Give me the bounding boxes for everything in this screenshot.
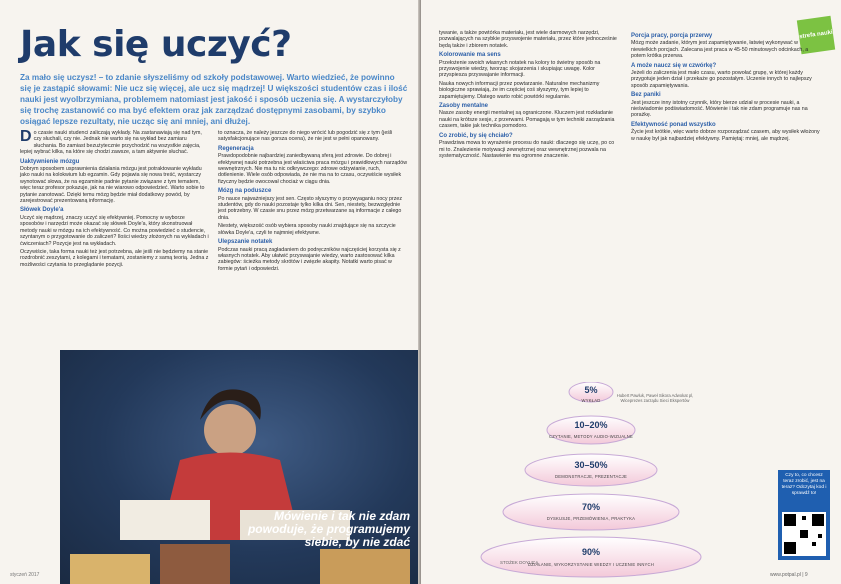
paragraph: Dobrym sposobem usprawnienia działania mózgu jest potraktowanie wykładu jako nauki na kolokwium lub egzamin. Gdy pojawia się nowa treść, wystarczy wynotować słowa, że na egzaminie padnie pytanie związane z tym tematem, więc teraz profesor pokazuje, jak na nie wiarowo odpowiedzieć. Warto sobie to pytanie zanotować. Dzięki temu mózg będzie miał dodatkowy powód, by zarejestrować prezentowaną informację. [20,166,205,205]
pyramid-percent: 30–50% [574,460,608,470]
qr-icon [782,512,826,556]
subheading: Bez paniki [631,92,661,99]
pyramid-desc: DYSKUSJE, PRZEMÓWIENIA, PRAKTYKA [546,516,636,521]
page-title: Jak się uczyć? [20,24,292,65]
paragraph: Jeżeli do zaliczenia jest mało czasu, warto powołać grupę, w której każdy przygotuje jeden dział i przekaże go pozostałym. Uczenie innych to najlepszy sposób zapamiętywania. [631,70,812,89]
paragraph: Uczyć się mądrzej, znaczy uczyć się efektywniej. Pomocny w wyborze sposobów i narzędzi może okazać się słówek Doyle'a, który skonstruował metody nauki w mózgu na ich efektywność. Co można powiedzieć o studencie, szyntanym o przygotowanie do zaliczeń? Ilości wiedzy złożonych na wykładach i ćwiczeniach? Pozycje jest na wykładach. [20,214,209,247]
paragraph: tywanie, a także powtórka materiału, jest wiele darmowych narzędzi, pozwalających na szybkie przyswojenie materiału, przez które jednocześnie będą także i zbiorem notatek. [439,30,617,49]
paragraph: Prawdziwa mowa to wyrażenie procesu do nauki: dlaczego się uczę, po co mi to. Znalezienie motywacji zewnętrznej oraz wewnętrznej pozwala na systematyczność. Nastawienie ma ogromne znaczenie. [439,140,615,159]
subheading: Słówek Doyle'a [20,207,64,214]
page-url[interactable]: www.potpal.pl | 9 [770,572,808,578]
paragraph: Nauka nowych informacji przez powtarzanie. Naturalne mechanizmy biologiczne sprawiają, że im częściej coś słyszymy, tym lepiej to zapamiętujemy. Dlatego warto robić powtórki regularnie. [439,80,600,100]
paragraph: Niestety, większość osób wybiera sposoby nauki znajdujące się na szczycie słówka Doyle'a, czyli te najmniej efektywne. [218,223,396,236]
paragraph: Oczywiście, taka forma nauki też jest potrzebna, ale jeśli nie będziemy na stanie rozdrobnić zeszytami, z kolegami i tematami, zostaniemy z samą teorią. Jedna z możliwości czytania to przeglądanie pozycji. [20,248,209,268]
subheading: Zasoby mentalne [439,103,489,110]
paragraph: Przełożenie swoich własnych notatek na kolory to świetny sposób na przyswojenie wiedzy, tworząc skojarzenia i skupiając uwagę. Kolor przyspiesza przyswajanie informacji. [439,59,601,79]
subheading: Co zrobić, by się chciało? [439,132,513,139]
paragraph: Nasze zasoby energii mentalnej są ograniczone. Kluczem jest rozkładanie nauki na krótsze sesje, z przerwami. Pomagają w tym techniki zarządzania czasem, takie jak technika pomodoro. [439,110,615,130]
pyramid-percent: 90% [581,547,600,557]
tile-text: Czy to, co chcesz teraz zrobić, jest na teraz? Odczytaj kod i sprawdź to! [781,473,827,496]
left-page [0,0,420,584]
drop-cap: D [20,128,32,145]
pyramid-percent: 70% [581,502,600,512]
page-footer: styczeń 2017 [10,572,40,578]
doyle-cone [476,382,706,582]
paragraph: Prawdopodobnie najbardziej zaniedbywaną sferą jest zdrowie. Do dobrej i efektywnej nauki potrzebna jest właściwa praca mózgu i prawidłowych narządów wewnętrznych. Nie ma tu nic odkrywczego: zdrowe odżywianie, ruch, dotlenienie. Wiele osób odpowiada, że nie ma na to czasu, oczywiście wysiłek fizyczny będzie owocował chociaż w ciągu dnia. [218,153,408,185]
paragraph: to oznacza, że należy jeszcze do niego wrócić lub pogodzić się z tym (jeśli satysfakcjonujące nas gorsza ocena), że nie jest w pełni opanowany. [218,130,393,143]
intro-paragraph: Za mało się uczysz! – to zdanie słyszeliśmy od szkoły podstawowej. Warto wiedzieć, że powinno się je zastąpić słowami: Nie ucz się więcej, ale ucz się mądrzej! U większości studentów czas i ilość nauki jest wyolbrzymiana, problemem natomiast jest jakość i sposób uczenia się. A wystarczyłoby się trochę zastanowić co ma być efektem oraz jak zarządzać dostępnymi zasobami, by szybko osiągać lepsze rezultaty, nie ucząc się ani mniej, ani dłużej. [20,73,408,126]
paragraph: o czasie nauki studenci zaliczają wykłady. Na zastanawiają się nad tym, czy słuchali, czy nie. Jednak nie warto się na wykład bez zamiaru słuchania. Bo zamiast bezużytecznie przychodzić na wszystkie zajęcia, lepiej wybrać kilka, na które się chodzi zawsze, a tam aktywnie słuchać. [20,130,202,156]
subheading: Kolorowanie ma sens [439,52,501,59]
subheading: Porcja pracy, porcja przerwy [631,33,713,39]
subheading: Mózg na poduszce [218,188,272,195]
subheading: A może naucz się w czwórkę? [631,62,717,69]
image-credit: Hubert Pawluk, Paweł Sikora Adwokat pl, Wiceprezes zarządu Sieci Ekspertów [616,393,694,404]
paragraph: Jest jeszcze inny istotny czynnik, który bierze udział w procesie nauki, a nieświadomie podświadomość. Mówienie i tak nie zdam programuje nas na porażkę. [631,99,808,119]
pyramid-caption: STOŻEK DOYLE'A [500,560,539,565]
pull-quote: Mówienie i tak nie zdam powoduje, że programujemy siebie, by nie zdać [247,509,410,549]
subheading: Efektywność ponad wszystko [631,121,716,128]
paragraph: Mózg może zadanie, którym jest zapamiętywanie, łatwiej wykonywać w niewielkich porcjach. Zalecana jest praca w 45-50 minutowych odcinkach, a potem krótka przerwa. [631,40,809,60]
head-shape [204,404,256,456]
paragraph: Podczas nauki pracą zagładaniem do podręczników najczęściej korzysta się z własnych notatek. Aby ułatwić przyswajanie wiedzy, warto zastosować kilka zabiegów: ścieżka metody skrótów i zwięzłe akapity. Notatki warto pisać w formie pytań i odpowiedzi. [218,246,401,272]
left-column-1 [20,130,210,270]
pyramid-percent: 10–20% [574,420,608,430]
subheading: Ulepszanie notatek [218,239,273,246]
pyramid-percent: 5% [584,385,598,395]
subheading: Regeneracja [218,145,254,152]
right-column-1 [439,30,619,161]
pyramid-desc: CZYTANIE, METODY AUDIO-WIZUALNE [549,434,633,439]
paragraph: Życie jest krótkie, więc warto dobrze rozporządzać czasem, aby wysiłek włożony w naukę był jak najbardziej efektywny. Pamiętaj: mniej, ale mądrzej. [631,129,820,142]
pyramid-desc: DZIAŁANIE, WYKORZYSTANIE WIEDZY I UCZENIE INNYCH [527,562,654,567]
subheading: Uaktywnienie mózgu [20,158,80,165]
qr-code[interactable] [782,512,826,556]
paragraph: Po nauce najważniejszy jest sen. Często słyszymy o przywyaganiu nocy przez studentów, gdy do nauki pozostaje tylko kilka dni. Sen, niestety, bezwzględnie jest potrzebny. W czasie snu przez mózg przetwarzane są informacje z całego dnia. [218,195,402,221]
right-column-2 [631,30,821,144]
pyramid-desc: WYKŁAD [581,398,601,403]
section-tag: strefa nauki [797,16,835,54]
left-column-2 [218,130,408,274]
pyramid-desc: DEMONSTRACJE, PREZENTACJE [555,474,627,479]
